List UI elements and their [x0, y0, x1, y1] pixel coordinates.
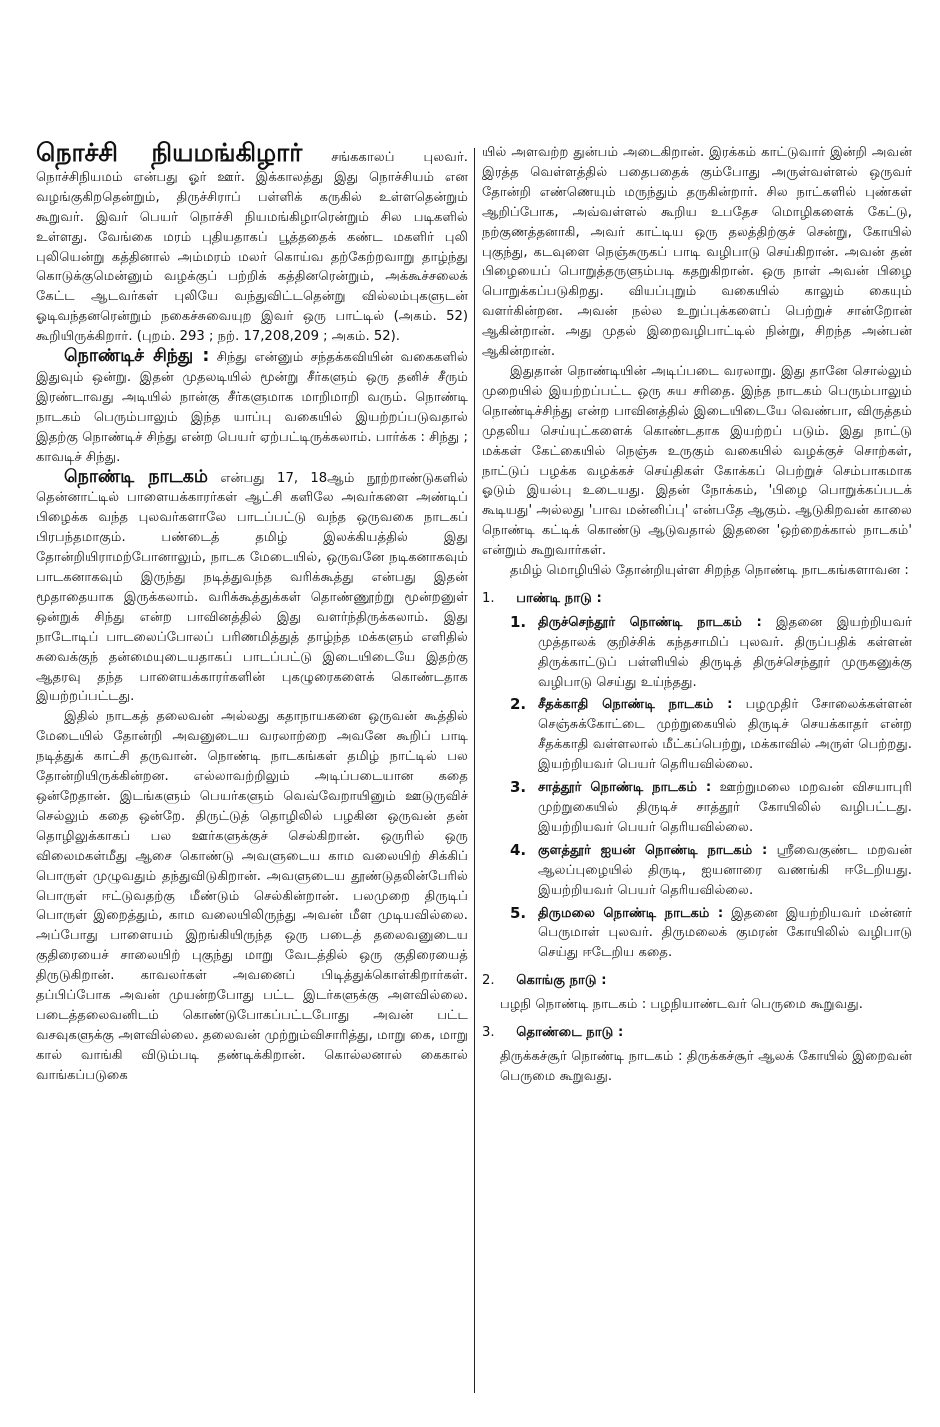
entry-heading: நொச்சி நியமங்கிழார்: [36, 138, 303, 167]
play-list: [482, 613, 912, 963]
entry-body: என்பது 17, 18ஆம் நூற்றாண்டுகளில் தென்னாட்டில் பாளையக்காரர்கள் ஆட்சி களிலே அவர்களை அண்டிப் பிழைக்க வந்த புலவர்களாலே பாடப்பட்டு வந்த ஒருவகை நாடகப் பிரபந்தமாகும். பண்டைத் தமிழ் இலக்கியத்தில் இது தோன்றியிராமற்போனாலும், நாடக மேடையில், ஒருவனே நடிகனாகவும் பாடகனாகவும் இருந்து நடித்துவந்த வரிக்கூத்து என்பது இதன் மூதாதையாக இருக்கலாம். வரிக்கூத்துக்கள் தொண்ணூற்று மூன்றனுள் ஒன்றுக் சிந்து என்ற பாவினத்தில் இது வளர்ந்திருக்கலாம். இது நாடோடிப் பாடலைப்போலப் பரிணமித்துத் தாழ்ந்த மக்களும் எளிதில் சுவைக்குந் தன்மையுடையதாகப் பாடப்பட்டு இடையிடையே இதற்கு ஆதரவு தந்த பாளையக்காரர்களின் புகழுரைகளைக் கொண்டதாக இயற்றப்பட்டது.: [36, 470, 468, 705]
paragraph: தமிழ் மொழியில் தோன்றியுள்ள சிறந்த நொண்டி நாடகங்களாவன :: [510, 563, 909, 579]
region-heading: [482, 1023, 912, 1043]
paragraph: இதில் நாடகத் தலைவன் அல்லது கதாநாயகனை ஒருவன் கூத்தில் மேடையில் தோன்றி அவனுடைய வரலாற்றை அவனே கூறிப் பாடி நடித்துக் காட்சி தருவான். நொண்டி நாடகங்கள் தமிழ் நாட்டில் பல தோன்றியிருக்கின்றன. எல்லாவற்றிலும் அடிப்படையான கதை ஒன்றேதான். இடங்களும் பெயர்களும் வெவ்வேறாயினும் ஊடுருவிச் செல்லும் கதை ஒன்றே. திருட்டுத் தொழிலில் பழகின ஒருவன் தன் தொழிலுக்காகப் பல ஊர்களுக்குச் செல்கிறான். ஒருரில் ஒரு விலைமகள்மீது ஆசை கொண்டு அவளுடைய காம வலையிற் சிக்கிப் பொருள் முழுவதும் தந்துவிடுகிறான். அவளுடைய தூண்டுதலின்பேரில் பொருள் ஈட்டுவதற்கு மீண்டும் செல்கின்றான். பலமுறை திருடிப் பொருள் இறைத்தும், காம வலையிலிருந்து அவன் மீள முடியவில்லை. அப்போது பாளையம் இறங்கியிருந்த ஒரு படைத் தலைவனுடைய குதிரையைச் சாலையிற் புகுந்து மாறு வேடத்தில் ஒரு குதிரையைத் திருடுகிறான். காவலர்கள் அவனைப் பிடித்துக்கொள்கிறார்கள். தப்பிப்போக அவன் முயன்றபோது பட்ட இடர்களுக்கு அளவில்லை. படைத்தலைவனிடம் கொண்டுபோகப்பட்டபோது அவன் பட்ட வசவுகளுக்கு அளவில்லை. தலைவன் முற்றும்விசாரித்து, மாறு கை, மாறு கால் வாங்கி விடும்படி தண்டிக்கிறான். கொல்லனால் கைகால் வாங்கப்படுகை: [36, 709, 468, 1083]
item-number: 3.: [510, 778, 527, 797]
item-number: 4.: [510, 840, 527, 859]
region-title: தொண்டை நாடு :: [516, 1025, 624, 1041]
item-body: பழமுதிர் சோலைக்கள்ளன் செஞ்சுக்கோட்டை முற்றுகையில் திருடிச் செயக்காதர் என்ற சீதக்காதி வள்ளலால் மீட்கப்பெற்று, மக்காவில் அருள் பெற்றது. இயற்றியவர் பெயர் தெரியவில்லை.: [538, 697, 912, 773]
list-item: [482, 695, 912, 775]
item-title: திருமலை நொண்டி நாடகம் :: [538, 905, 724, 921]
list-item: [482, 841, 912, 901]
list-item: [482, 904, 912, 964]
item-body: ஸ்ரீவைகுண்ட மறவன் ஆலப்புழையில் திருடி, ஐயனாரை வணங்கி ஈடேறியது. இயற்றியவர் பெயர் தெரியவில்லை.: [538, 842, 912, 898]
list-item: [482, 613, 912, 693]
item-title: திருச்செந்தூர் நொண்டி நாடகம் :: [538, 614, 762, 630]
paragraph: இதுதான் நொண்டியின் அடிப்படை வரலாறு. இது தானே சொல்லும் முறையில் இயற்றப்பட்ட ஒரு சுய சரிதை. இந்த நாடகம் பெரும்பாலும் நொண்டிச்சிந்து என்ற பாவினத்தில் இடையிடையே வெண்பா, விருத்தம் முதலிய செய்யுட்களைக் கொண்டதாக இயற்றப் படும். இது நாட்டு மக்கள் கேட்கையில் நெஞ்சு உருகும் வகையில் வழக்குச் சொற்கள், நாட்டுப் பழக்க வழக்கச் செய்திகள் கோக்கப் பெற்றுச் செம்பாகமாக ஓடும் இயல்பு உடையது. இதன் நோக்கம், 'பிழை பொறுக்கப்படக் கூடியது' அல்லது 'பாவ மன்னிப்பு' என்பதே ஆகும். ஆடுகிறவன் காலை நொண்டி கட்டிக் கொண்டு ஆடுவதால் இதனை 'ஒற்றைக்கால் நாடகம்' என்றும் கூறுவார்கள்.: [482, 363, 912, 559]
region-body: திருக்கச்சூர் நொண்டி நாடகம் : திருக்கச்சூர் ஆலக் கோயில் இறைவன் பெருமை கூறுவது.: [500, 1048, 912, 1084]
list-item: [482, 778, 912, 838]
item-number: 1.: [510, 612, 527, 631]
item-number: 5.: [510, 903, 527, 922]
entry-heading: நொண்டிச் சிந்து :: [64, 346, 210, 367]
region-number: 3.: [482, 1025, 495, 1041]
item-body: இதனை இயற்றியவர் மன்னர் பெருமாள் புலவர். திருமலைக் குமரன் கோயிலில் வழிபாடு செய்து ஈடேறிய கதை.: [538, 905, 912, 961]
item-title: குளத்தூர் ஐயன் நொண்டி நாடகம் :: [538, 842, 768, 858]
entry-body: சிந்து என்னும் சந்தக்கவியின் வகைகளில் இதுவும் ஒன்று. இதன் முதலடியில் மூன்று சீர்களும் ஒரு தனிச் சீரும் இரண்டாவது அடியில் நான்கு சீர்களுமாக மாறிமாறி வரும். நொண்டி நாடகம் பெரும்பாலும் இந்த யாப்பு வகையில் இயற்றப்படுவதால் இதற்கு நொண்டிச் சிந்து என்ற பெயர் ஏற்பட்டிருக்கலாம். பார்க்க : சிந்து ; காவடிச் சிந்து.: [36, 350, 468, 465]
region-body: பழநி நொண்டி நாடகம் : பழநியாண்டவர் பெருமை கூறுவது.: [500, 997, 863, 1013]
column-divider: [474, 148, 475, 1393]
left-column: [36, 138, 468, 1086]
region-title: பாண்டி நாடு :: [516, 590, 602, 606]
item-body: இதனை இயற்றியவர் முத்தாலக் குறிச்சிக் கந்தசாமிப் புலவர். திருப்பதிக் கள்ளன் திருக்காட்டுப் பள்ளியில் திருடித் திருச்செந்தூர் முருகனுக்கு வழிபாடு செய்து உய்ந்தது.: [538, 614, 912, 690]
region-heading: [482, 589, 912, 609]
region-number: 1.: [482, 590, 495, 606]
item-title: சாத்தூர் நொண்டி நாடகம் :: [538, 780, 712, 796]
entry-nondi-natakam: [36, 468, 468, 708]
entry-nondi-sindhu: [36, 347, 468, 467]
entry-heading: நொண்டி நாடகம்: [64, 466, 209, 487]
entry-nochchi-niyamangkizhar: [36, 138, 468, 347]
item-body: ஊற்றுமலை மறவன் விசயாபுரி முற்றுகையில் திருடிச் சாத்தூர் கோயிலில் வழிபட்டது. இயற்றியவர் பெயர் தெரியவில்லை.: [538, 780, 912, 835]
paragraph: யில் அளவற்ற துன்பம் அடைகிறான். இரக்கம் காட்டுவார் இன்றி அவன் இரத்த வெள்ளத்தில் பதைபதைக் கும்போது அருள்வள்ளல் ஒருவர் தோன்றி எண்ணெயும் மருந்தும் தருகின்றார். சில நாட்களில் புண்கள் ஆறிப்போக, அவ்வள்ளல் கூறிய உபதேச மொழிகளைக் கேட்டு, நற்குணத்தனாகி, அவர் காட்டிய ஒரு தலத்திற்குச் சென்று, கோயில் புகுந்து, கடவுளை நெஞ்சுருகப் பாடி வழிபாடு செய்கிறான். அவன் தன் பிழையைப் பொறுத்தருளும்படி கதறுகிறான். ஒரு நாள் அவன் பிழை பொறுக்கப்படுகிறது. வியப்புறும் வகையில் காலும் கையும் வளர்கின்றன. அவன் நல்ல உறுப்புக்களைப் பெற்றுச் சான்றோன் ஆகின்றான். அது முதல் இறைவழிபாட்டில் நின்று, சிறந்த அன்பன் ஆகின்றான்.: [482, 145, 912, 360]
region-number: 2.: [482, 973, 495, 989]
item-number: 2.: [510, 695, 527, 714]
item-title: சீதக்காதி நொண்டி நாடகம் :: [538, 697, 733, 713]
entry-body: சங்ககாலப் புலவர். நொச்சிநியமம் என்பது ஓர் ஊர். இக்காலத்து இது நொச்சியம் என வழங்குகிறதென்றும், திருச்சிராப் பள்ளிக் கருகில் உள்ளதென்றும் கூறுவர். இவர் பெயர் நொச்சி நியமங்கிழாரென்றும் சில படிகளில் உள்ளது. வேங்கை மரம் புதியதாகப் பூத்ததைக் கண்ட மகளிர் புலி புலியென்று கத்தினால் அம்மரம் மலர் கொய்வ தற்கேற்றவாறு தாழ்ந்து கொடுக்குமென்னும் வழக்குப் பற்றிக் கத்தினரென்றும், அக்கூச்சலைக் கேட்ட ஆடவர்கள் புலியே வந்துவிட்டதென்று வில்லம்புகளுடன் ஓடிவந்தனரென்றும் நகைச்சுவையுற இவர் ஒரு பாட்டில் (அகம். 52) கூறியிருக்கிறார். (புறம். 293 ; நற். 17,208,209 ; அகம். 52).: [36, 150, 468, 345]
region-title: கொங்கு நாடு :: [516, 973, 607, 989]
region-heading: [482, 971, 912, 991]
right-column: [482, 143, 912, 1093]
